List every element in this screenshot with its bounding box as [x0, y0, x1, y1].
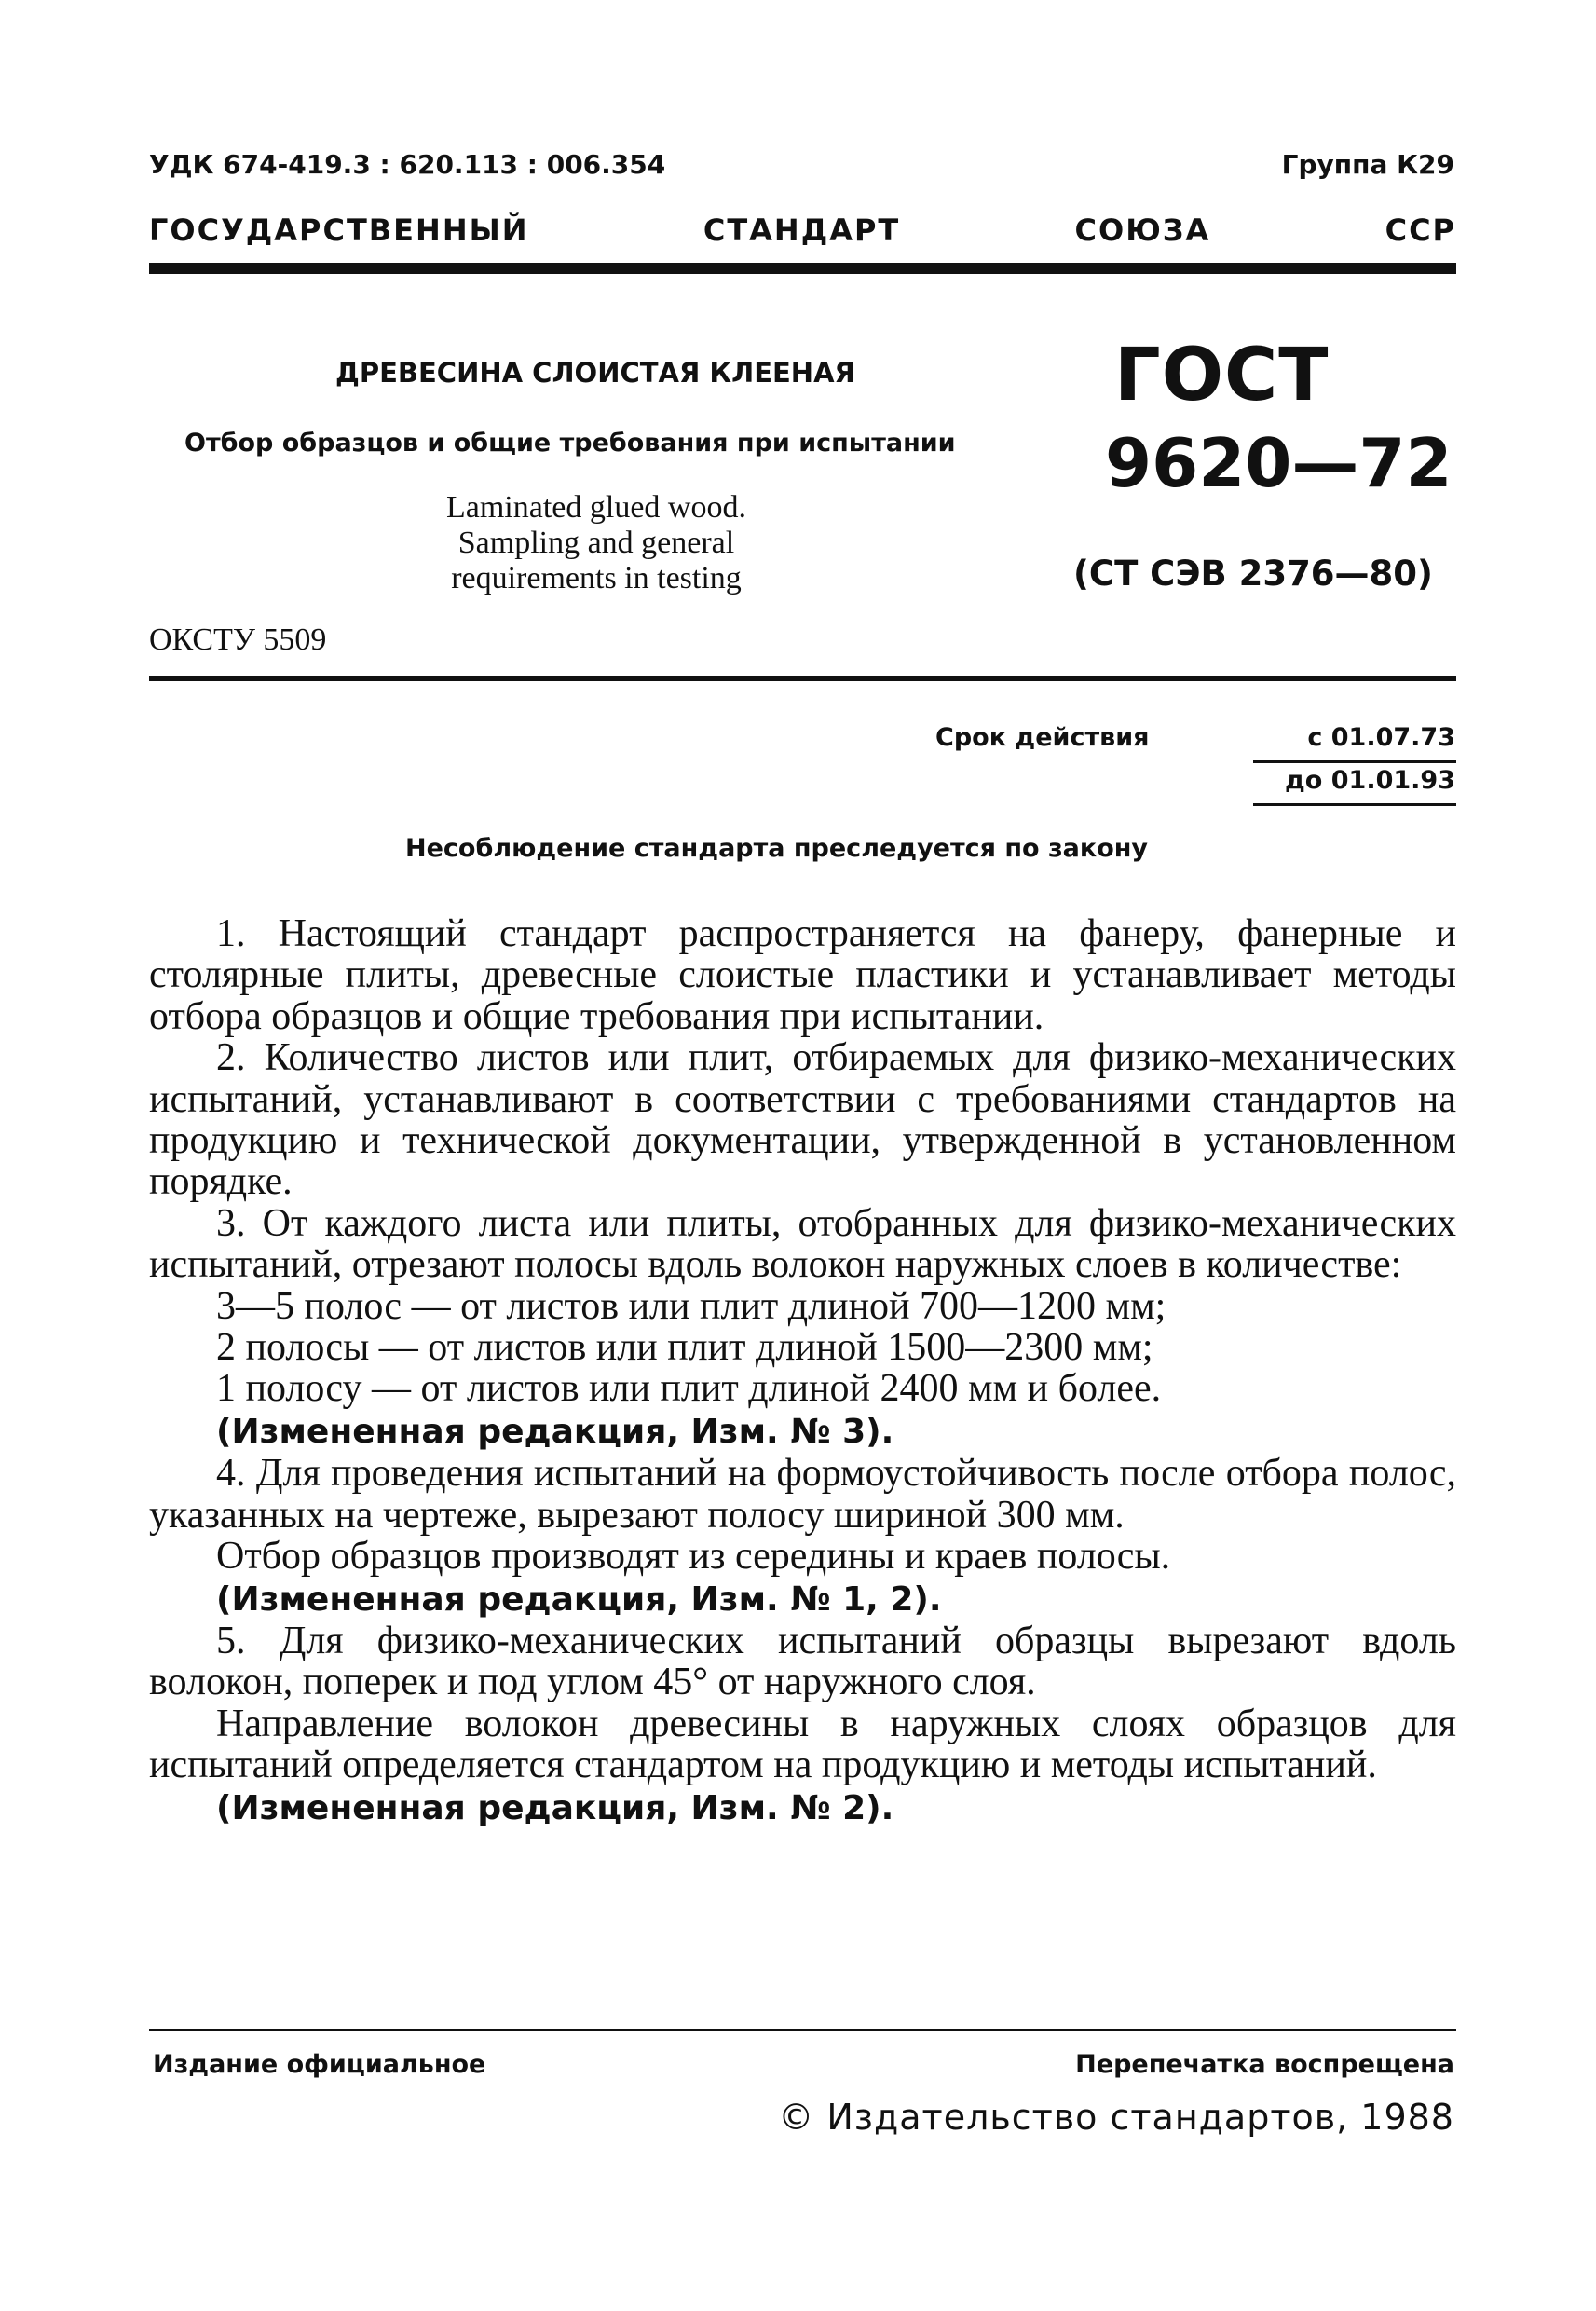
copyright-line: © Издательство стандартов, 1988 — [778, 2097, 1454, 2138]
okstu-code: ОКСТУ 5509 — [149, 622, 327, 657]
validity-underline-1 — [1253, 760, 1456, 763]
heading-word-1: ГОСУДАРСТВЕННЫЙ — [149, 212, 529, 248]
title-english — [419, 490, 773, 596]
clause-3-item-1: 3—5 полос — от листов или плит длиной 700—1200 мм; — [216, 1284, 1166, 1328]
clause-4-amendment-text: (Измененная редакция, Изм. № 1, 2). — [216, 1579, 942, 1619]
clause-5-note: Направление волокон древесины в наружных слоях образцов для испытаний определяется стандартом на продукцию и методы испытаний. — [149, 1702, 1456, 1787]
clause-5: 5. Для физико-механических испытаний образцы вырезают вдоль волокон, поперек и под углом 45° от наружного слоя. — [149, 1619, 1456, 1704]
footer-rule — [149, 2029, 1456, 2031]
heading-word-3: СОЮЗА — [1074, 212, 1211, 248]
title-english-line-1: Laminated glued wood. — [446, 490, 746, 525]
title-russian: ДРЕВЕСИНА СЛОИСТАЯ КЛЕЕНАЯ — [335, 357, 855, 389]
clause-5-amendment-text: (Измененная редакция, Изм. № 2). — [216, 1788, 894, 1827]
validity-to: до 01.01.93 — [1285, 766, 1455, 795]
clause-1: 1. Настоящий стандарт распространяется на фанеру, фанерные и столярные плиты, древесные слоистые пластики и устанавливает методы отбора образцов и общие требования при испытании. — [149, 912, 1456, 1038]
clause-4: 4. Для проведения испытаний на формоустойчивость после отбора полос, указанных на чертеже, вырезают полосу шириной 300 мм. — [149, 1452, 1456, 1537]
clause-3-item-3: 1 полосу — от листов или плит длиной 2400 мм и более. — [216, 1367, 1162, 1411]
header-rule-thick — [149, 263, 1456, 274]
title-english-line-3: requirements in testing — [451, 561, 742, 595]
reprint-note: Перепечатка воспрещена — [1075, 2050, 1454, 2079]
udk-code: УДК 674-419.3 : 620.113 : 006.354 — [149, 149, 666, 180]
heading-word-4: ССР — [1385, 212, 1456, 248]
title-english-line-2: Sampling and general — [457, 526, 735, 560]
clause-3-item-2: 2 полосы — от листов или плит длиной 1500—2300 мм; — [216, 1326, 1153, 1370]
gost-label: ГОСТ — [1114, 334, 1330, 417]
clause-3-amendment-text: (Измененная редакция, Изм. № 3). — [216, 1412, 894, 1451]
gost-number: 9620—72 — [1105, 424, 1453, 502]
clause-3-amendment — [149, 1410, 1456, 1453]
clause-2: 2. Количество листов или плит, отбираемых для физико-механических испытаний, устанавливают в соответствии с требованиями стандартов на продукцию и технической документации, утвержденной в установленном порядке. — [149, 1036, 1456, 1204]
heading-word-2: СТАНДАРТ — [703, 212, 901, 248]
clause-4-note: Отбор образцов производят из середины и краев полосы. — [216, 1535, 1171, 1579]
validity-underline-2 — [1253, 803, 1456, 806]
st-sev-reference: (СТ СЭВ 2376—80) — [1073, 554, 1433, 594]
validity-from: с 01.07.73 — [1307, 723, 1455, 752]
standard-body — [149, 913, 1456, 1829]
subtitle-russian: Отбор образцов и общие требования при испытании — [184, 429, 956, 458]
section-rule — [149, 676, 1456, 681]
legal-warning: Несоблюдение стандарта преследуется по закону — [405, 834, 1149, 863]
clause-4-amendment — [149, 1578, 1456, 1620]
edition-note: Издание официальное — [153, 2050, 486, 2079]
group-code: Группа К29 — [1281, 149, 1454, 180]
clause-5-amendment — [149, 1786, 1456, 1829]
state-standard-heading — [149, 212, 1456, 248]
clause-3: 3. От каждого листа или плиты, отобранных для физико-механических испытаний, отрезают полосы вдоль волокон наружных слоев в количестве: — [149, 1201, 1456, 1287]
validity-label: Срок действия — [935, 723, 1150, 752]
